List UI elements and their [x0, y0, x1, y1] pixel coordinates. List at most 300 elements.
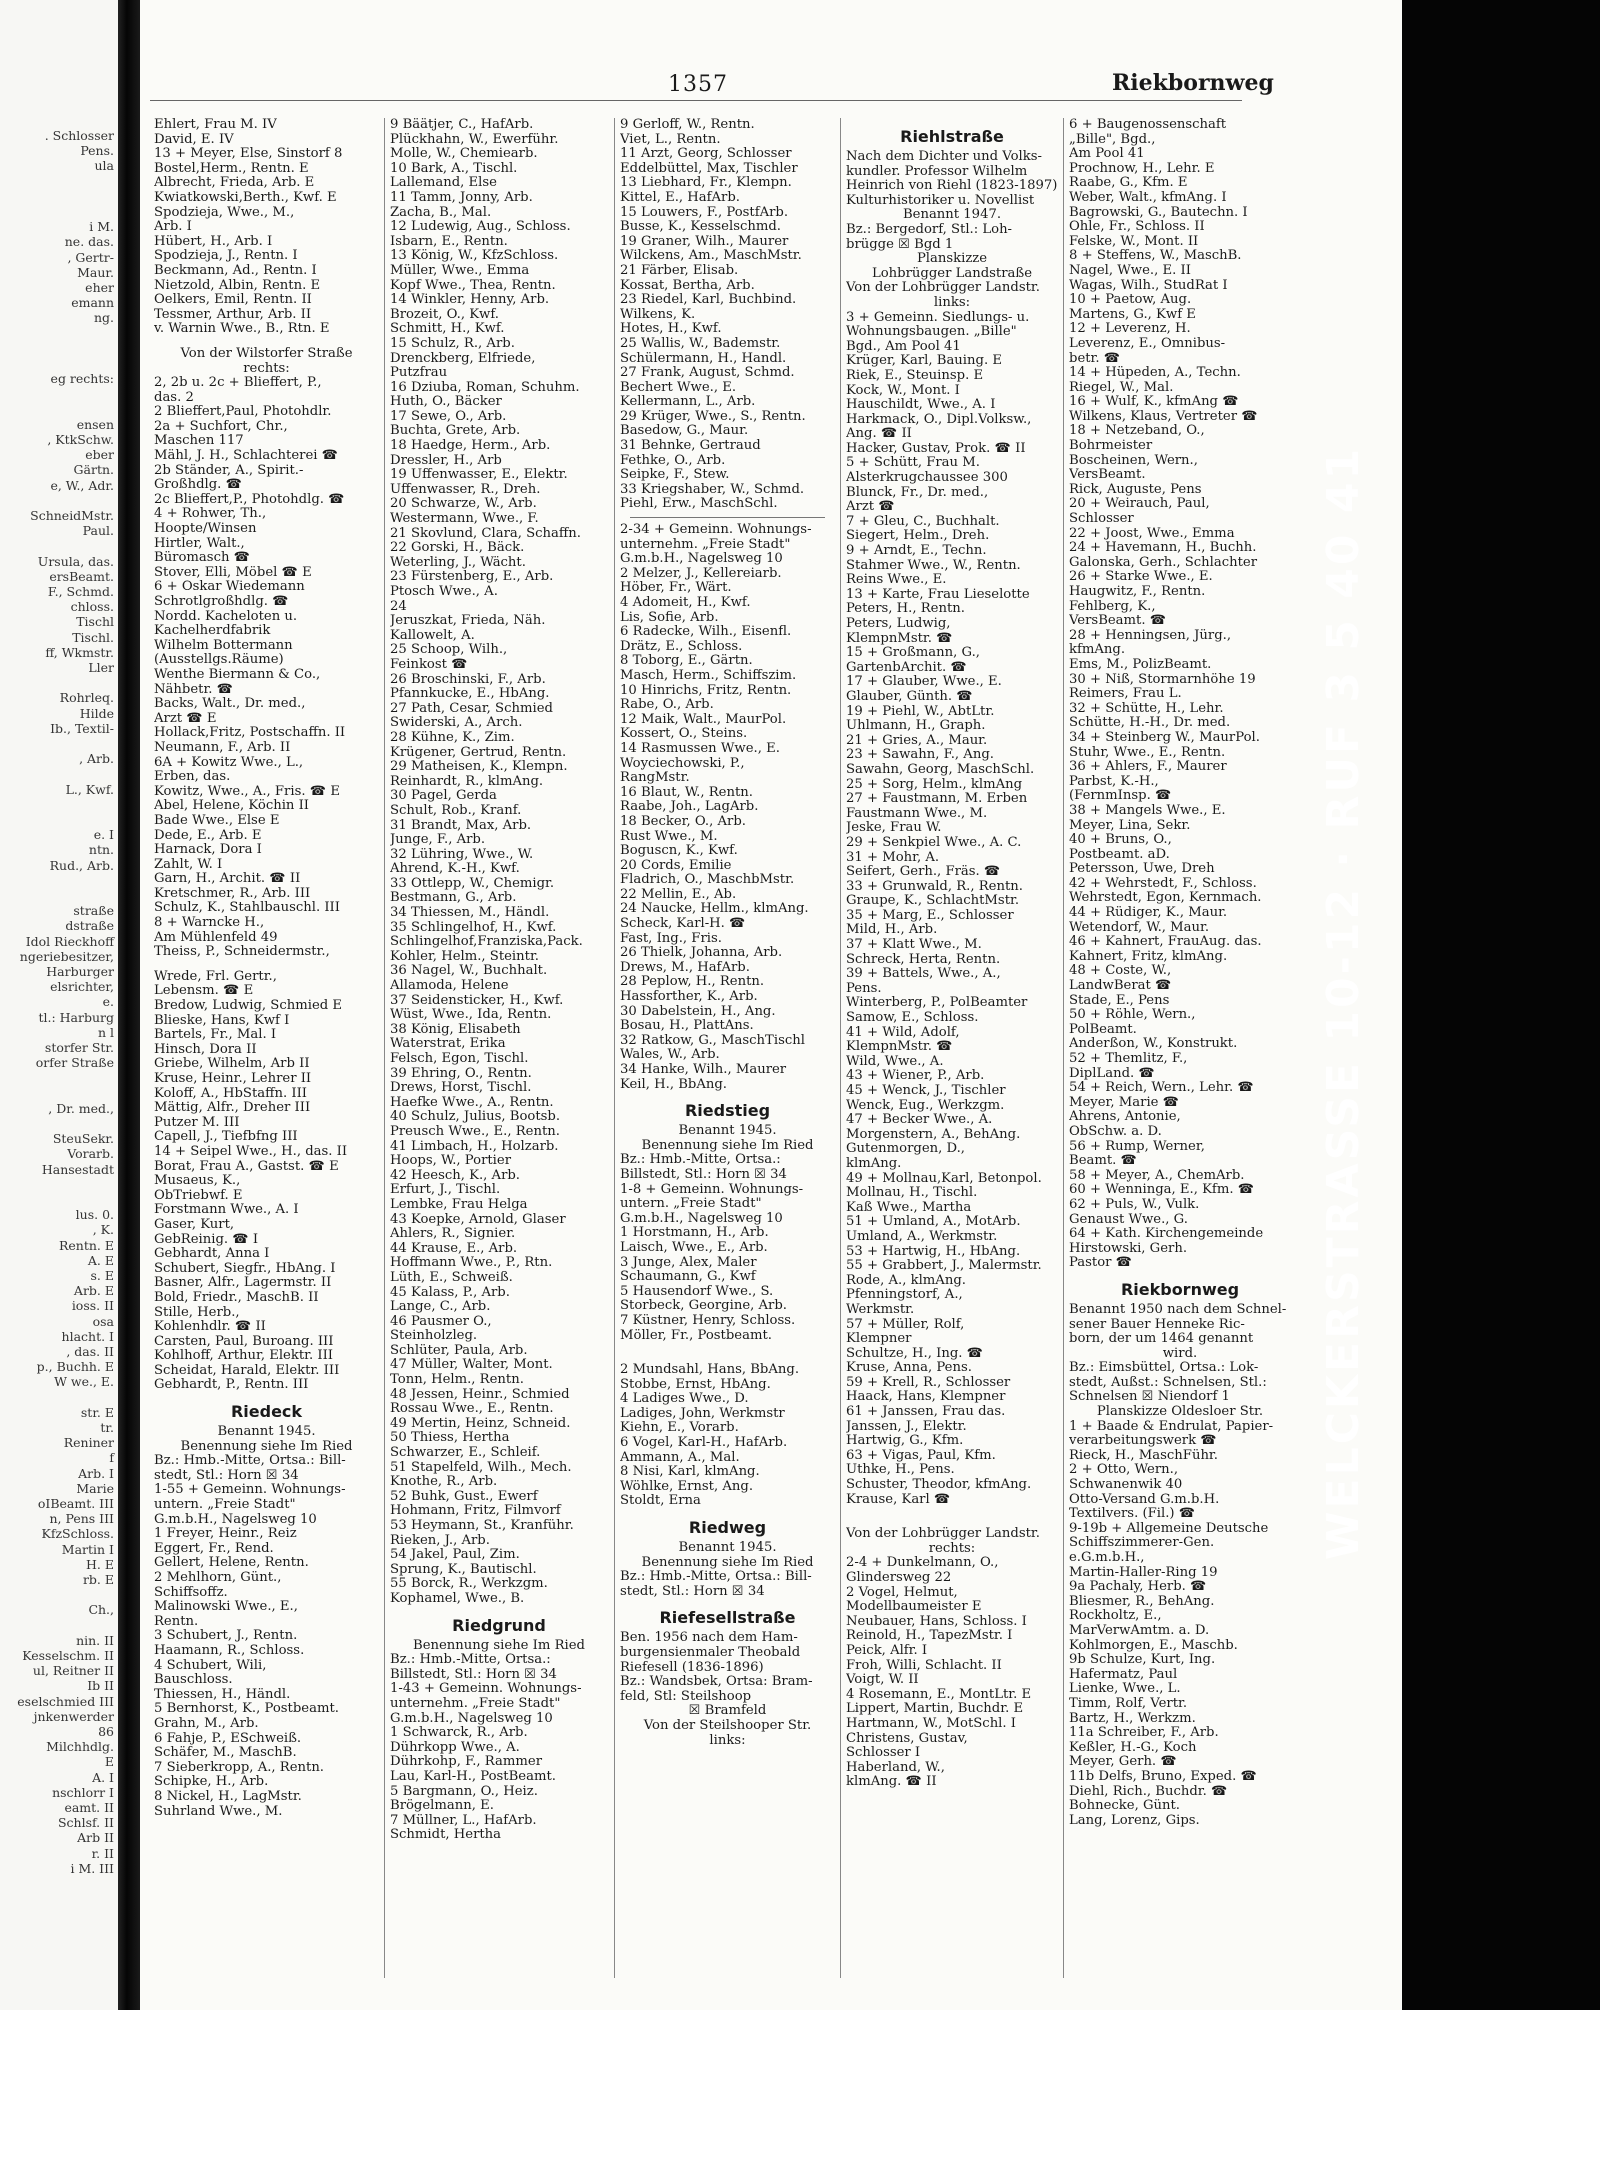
- directory-entry: Seipke, F., Stew.: [620, 468, 730, 483]
- directory-entry: 20 Schwarze, W., Arb.: [390, 497, 537, 512]
- directory-entry: Uffenwasser, R., Dreh.: [390, 482, 541, 497]
- directory-entry: Putzer M. III: [154, 1115, 240, 1130]
- directory-entry: 22 Gorski, H., Bäck.: [390, 541, 525, 556]
- directory-entry: Schmitt, H., Kwf.: [390, 322, 505, 337]
- directory-entry: Nagel, Wwe., E. II: [1069, 263, 1191, 278]
- directory-entry: Winterberg, P., PolBeamter: [846, 996, 1028, 1011]
- directory-entry: Parbst, K.-H.,: [1069, 774, 1159, 789]
- directory-entry: 14 Rasmussen Wwe., E.: [620, 741, 780, 756]
- adjacent-page-line: L., Kwf.: [65, 781, 114, 797]
- directory-entry: Martens, G., Kwf E: [1069, 307, 1196, 322]
- adjacent-page-line: Tischl: [76, 614, 114, 630]
- directory-entry: Wüst, Wwe., Ida, Rentn.: [390, 1008, 552, 1023]
- column-divider: [614, 118, 615, 1978]
- adjacent-page-line: Arb II: [77, 1830, 114, 1846]
- directory-entry: Uhlmann, H., Graph.: [846, 719, 986, 734]
- adjacent-page-line: Kesselschm. II: [22, 1648, 114, 1663]
- directory-entry: Weber, Walt., kfmAng. I: [1069, 190, 1227, 205]
- directory-entry: Meyer, Lina, Sekr.: [1069, 818, 1191, 833]
- directory-entry: 8 Nickel, H., LagMstr.: [154, 1789, 302, 1804]
- directory-entry: David, E. IV: [154, 132, 234, 147]
- directory-entry: Bechert Wwe., E.: [620, 380, 737, 395]
- directory-entry: 2c Blieffert,P., Photohdlg. ☎: [154, 492, 345, 507]
- directory-entry: 13 Liebhard, Fr., Klempn.: [620, 176, 792, 191]
- directory-entry: Hafermatz, Paul: [1069, 1667, 1178, 1682]
- directory-entry: Ehlert, Frau M. IV: [154, 118, 277, 132]
- directory-entry: 51 Stapelfeld, Wilh., Mech.: [390, 1460, 572, 1475]
- spacer: [620, 1343, 835, 1353]
- directory-entry: G.m.b.H., Nagelsweg 10: [390, 1711, 553, 1726]
- directory-entry: Graupe, K., SchlachtMstr.: [846, 894, 1020, 909]
- directory-entry: unternehm. „Freie Stadt": [620, 537, 791, 552]
- directory-entry: 11 Tamm, Jonny, Arb.: [390, 190, 533, 205]
- directory-entry: 10 Bark, A., Tischl.: [390, 161, 518, 176]
- adjacent-page-line: Ib II: [87, 1678, 114, 1694]
- directory-entry: Schwarzer, E., Schleif.: [390, 1446, 541, 1461]
- directory-entry: Malinowski Wwe., E.,: [154, 1600, 298, 1615]
- directory-entry: 30 + Niß, Stormarnhöhe 19: [1069, 672, 1256, 687]
- directory-entry: Boguscn, K., Kwf.: [620, 844, 738, 859]
- directory-entry: Reins Wwe., E.: [846, 573, 947, 588]
- directory-entry: Neubauer, Hans, Schloss. I: [846, 1614, 1027, 1629]
- directory-entry: 2 Mehlhorn, Günt.,: [154, 1571, 282, 1585]
- directory-entry: 29 Krüger, Wwe., S., Rentn.: [620, 409, 806, 424]
- directory-entry: stedt, Außst.: Schnelsen, Stl.:: [1069, 1375, 1267, 1390]
- directory-entry: Textilvers. (Fil.) ☎: [1069, 1507, 1196, 1522]
- directory-entry: wird.: [1162, 1346, 1198, 1361]
- directory-entry: Wöhlke, Ernst, Ang.: [620, 1479, 754, 1494]
- directory-entry: Hotes, H., Kwf.: [620, 322, 722, 337]
- directory-entry: Raabe, G., Kfm. E: [1069, 176, 1188, 191]
- directory-entry: 14 Winkler, Henny, Arb.: [390, 293, 550, 308]
- directory-entry: G.m.b.H., Nagelsweg 10: [154, 1512, 317, 1527]
- directory-entry: Fehlberg, K.,: [1069, 599, 1156, 614]
- directory-entry: Lippert, Martin, Buchdr. E: [846, 1702, 1024, 1717]
- directory-entry: Wetendorf, W., Maur.: [1069, 920, 1210, 935]
- directory-entry: Fast, Ing., Fris.: [620, 931, 722, 946]
- directory-entry: Keßler, H.-G., Koch: [1069, 1740, 1197, 1755]
- directory-entry: Benennung siehe Im Ried: [641, 1138, 814, 1153]
- directory-entry: Bz.: Eimsbüttel, Ortsa.: Lok-: [1069, 1361, 1259, 1376]
- directory-entry: 26 Broschinski, F., Arb.: [390, 672, 546, 687]
- directory-entry: 4 Schubert, Wili,: [154, 1658, 267, 1673]
- directory-entry: Ladiges, John, Werkmstr: [620, 1406, 785, 1421]
- directory-entry: Pens.: [846, 981, 882, 996]
- directory-entry: 9a Pachaly, Herb. ☎: [1069, 1580, 1207, 1595]
- directory-entry: 46 + Kahnert, FrauAug. das.: [1069, 935, 1262, 950]
- adjacent-page-line: i M. III: [70, 1860, 114, 1876]
- directory-entry: Bliesmer, R., BehAng.: [1069, 1594, 1215, 1609]
- directory-entry: Kohlmorgen, E., Maschb.: [1069, 1638, 1238, 1653]
- directory-entry: Spodzieja, J., Rentn. I: [154, 249, 298, 264]
- directory-entry: Hirstowski, Gerh.: [1069, 1241, 1188, 1256]
- directory-entry: 23 Fürstenberg, E., Arb.: [390, 570, 554, 585]
- directory-entry: Albrecht, Frieda, Arb. E: [154, 176, 315, 191]
- directory-entry: Ohle, Fr., Schloss. II: [1069, 220, 1205, 235]
- directory-entry: ObSchw. a. D.: [1069, 1124, 1162, 1139]
- directory-entry: 35 Schlingelhof, H., Kwf.: [390, 920, 557, 935]
- directory-entry: 19 Uffenwasser, E., Elektr.: [390, 468, 568, 483]
- directory-entry: 42 Heesch, K., Arb.: [390, 1168, 521, 1183]
- adjacent-page-line: ul, Reitner II: [32, 1663, 114, 1679]
- directory-entry: Stahmer Wwe., W., Rentn.: [846, 558, 1021, 573]
- directory-entry: 27 Path, Cesar, Schmied: [390, 701, 553, 716]
- directory-entry: 53 Heymann, St., Kranführ.: [390, 1519, 574, 1533]
- directory-entry: 14 + Hüpeden, A., Techn.: [1069, 366, 1241, 381]
- directory-entry: 50 + Röhle, Wern.,: [1069, 1008, 1196, 1023]
- directory-entry: 9 Bäätjer, C., HafArb.: [390, 118, 534, 132]
- adjacent-page-line: 86: [98, 1724, 114, 1739]
- directory-entry: Gebhardt, P., Rentn. III: [154, 1378, 309, 1393]
- adjacent-page-line: Schlsf. II: [57, 1815, 114, 1831]
- directory-entry: Erfurt, J., Tischl.: [390, 1183, 501, 1198]
- directory-entry: 28 Peplow, H., Rentn.: [620, 975, 765, 990]
- directory-entry: kundler. Professor Wilhelm: [846, 164, 1028, 179]
- directory-entry: 4 + Rohwer, Th.,: [154, 507, 267, 522]
- directory-entry: Weterling, J., Wächt.: [390, 555, 526, 570]
- directory-entry: 12 Maik, Walt., MaurPol.: [620, 712, 787, 727]
- directory-entry: Kallowelt, A.: [390, 628, 475, 643]
- directory-entry: Lüth, E., Schweiß.: [390, 1270, 513, 1285]
- directory-entry: Rockholtz, E.,: [1069, 1609, 1162, 1624]
- adjacent-page-line: emann: [71, 295, 114, 311]
- directory-entry: Prochnow, H., Lehr. E: [1069, 161, 1215, 176]
- column-4: [846, 118, 1058, 1988]
- directory-entry: Basner, Alfr., Lagermstr. II: [154, 1276, 332, 1291]
- directory-entry: 1 Horstmann, H., Arb.: [620, 1226, 769, 1241]
- directory-entry: 62 + Puls, W., Vulk.: [1069, 1197, 1200, 1212]
- directory-entry: Keil, H., BbAng.: [620, 1077, 727, 1092]
- directory-entry: Kulturhistoriker u. Novellist: [846, 193, 1035, 208]
- directory-entry: Ahrend, K.-H., Kwf.: [390, 862, 520, 877]
- directory-entry: Maschen 117: [154, 434, 244, 449]
- adjacent-page-line: , Dr. med.,: [48, 1100, 114, 1116]
- adjacent-page-line: Marie: [76, 1480, 114, 1496]
- directory-entry: Koloff, A., HbStaffn. III: [154, 1086, 307, 1101]
- adjacent-page-line: hlacht. I: [61, 1328, 114, 1344]
- directory-entry: Schwanenwik 40: [1069, 1478, 1183, 1493]
- directory-entry: Drenckberg, Elfriede,: [390, 351, 536, 366]
- directory-entry: 30 Dabelstein, H., Ang.: [620, 1004, 776, 1019]
- directory-entry: v. Warnin Wwe., B., Rtn. E: [154, 322, 330, 337]
- directory-entry: 1 + Baade & Endrulat, Papier-: [1069, 1419, 1274, 1434]
- adjacent-page-line: ntn.: [88, 842, 114, 858]
- directory-entry: Von der Wilstorfer Straße: [180, 346, 353, 361]
- directory-entry: Kossert, O., Steins.: [620, 727, 748, 742]
- directory-entry: Felske, W., Mont. II: [1069, 234, 1199, 249]
- directory-entry: Hirtler, Walt.,: [154, 536, 245, 551]
- adjacent-page-line: , das. II: [66, 1344, 114, 1359]
- directory-entry: Allamoda, Helene: [390, 979, 509, 994]
- directory-entry: Morgenstern, A., BehAng.: [846, 1127, 1021, 1142]
- directory-entry: 15 Schulz, R., Arb.: [390, 336, 515, 351]
- directory-entry: Anderßon, W., Konstrukt.: [1069, 1037, 1238, 1052]
- directory-entry: born, der um 1464 genannt: [1069, 1332, 1254, 1347]
- directory-entry: Planskizze: [916, 252, 988, 267]
- directory-entry: 25 Schoop, Wilh.,: [390, 643, 508, 658]
- directory-entry: Zahlt, W. I: [154, 857, 223, 872]
- adjacent-page-line: ng.: [93, 310, 114, 326]
- directory-entry: klmAng.: [846, 1156, 902, 1171]
- directory-entry: 9-19b + Allgemeine Deutsche: [1069, 1521, 1269, 1536]
- directory-entry: 28 Kühne, K., Zim.: [390, 730, 515, 745]
- directory-entry: Wohnungsbaugen. „Bille": [846, 325, 1017, 340]
- directory-entry: 34 + Steinberg W., MaurPol.: [1069, 730, 1260, 745]
- street-heading: Riedstieg: [684, 1101, 771, 1121]
- directory-entry: Lienke, Wwe., L.: [1069, 1682, 1181, 1697]
- directory-entry: Blieske, Hans, Kwf I: [154, 1013, 290, 1028]
- directory-entry: Schütte, H.-H., Dr. med.: [1069, 716, 1231, 731]
- directory-entry: Schäfer, M., MaschB.: [154, 1746, 297, 1761]
- directory-entry: 47 Müller, Walter, Mont.: [390, 1358, 553, 1373]
- directory-entry: 26 + Starke Wwe., E.: [1069, 570, 1213, 585]
- directory-entry: Bade Wwe., Else E: [154, 813, 280, 828]
- directory-entry: Wild, Wwe., A.: [846, 1054, 944, 1069]
- directory-entry: Schuster, Theodor, kfmAng.: [846, 1478, 1032, 1493]
- directory-entry: Leverenz, E., Omnibus-: [1069, 336, 1226, 351]
- directory-entry: 5 Bargmann, O., Heiz.: [390, 1784, 538, 1799]
- directory-entry: 49 + Mollnau,Karl, Betonpol.: [846, 1171, 1042, 1186]
- directory-entry: 6A + Kowitz Wwe., L.,: [154, 755, 304, 770]
- directory-entry: Suhrland Wwe., M.: [154, 1804, 283, 1819]
- directory-entry: 58 + Meyer, A., ChemArb.: [1069, 1168, 1245, 1183]
- directory-entry: Wehrstedt, Egon, Kernmach.: [1069, 891, 1262, 906]
- directory-entry: 8 Nisi, Karl, klmAng.: [620, 1465, 760, 1480]
- directory-entry: 21 + Gries, A., Maur.: [846, 733, 988, 748]
- directory-entry: Bohrmeister: [1069, 439, 1153, 454]
- spacer: [846, 1507, 1058, 1517]
- directory-entry: Lang, Lorenz, Gips.: [1069, 1813, 1200, 1828]
- directory-entry: 32 Ratkow, G., MaschTischl: [620, 1033, 805, 1048]
- adjacent-page-line: tr.: [100, 1420, 114, 1435]
- adjacent-page-line: ensen: [76, 416, 114, 432]
- directory-entry: Von der Lohbrügger Landstr.: [846, 281, 1040, 296]
- directory-entry: Kwiatkowski,Berth., Kwf. E: [154, 190, 337, 205]
- directory-entry: 2a + Suchfort, Chr.,: [154, 419, 288, 434]
- directory-entry: Bz.: Hmb.-Mitte, Ortsa.: Bill-: [154, 1454, 346, 1469]
- directory-entry: 23 + Sawahn, F., Ang.: [846, 748, 994, 763]
- directory-entry: 5 + Schütt, Frau M.: [846, 456, 980, 471]
- directory-entry: Stade, E., Pens: [1069, 993, 1170, 1008]
- directory-entry: Riefesell (1836-1896): [620, 1660, 764, 1675]
- directory-entry: Nordd. Kacheloten u.: [154, 609, 298, 624]
- directory-entry: Krügener, Gertrud, Rentn.: [390, 745, 567, 760]
- directory-entry: Brögelmann, E.: [390, 1799, 494, 1814]
- directory-entry: links:: [933, 295, 971, 310]
- directory-entry: Kock, W., Mont. I: [846, 383, 960, 398]
- adjacent-page-line: Rud., Arb.: [49, 857, 114, 873]
- directory-entry: 43 Koepke, Arnold, Glaser: [390, 1212, 566, 1227]
- directory-entry: Bohnecke, Günt.: [1069, 1799, 1180, 1814]
- directory-entry: Froh, Willi, Schlacht. II: [846, 1658, 1002, 1673]
- street-heading: Riedgrund: [452, 1615, 546, 1635]
- directory-entry: Postbeamt. aD.: [1069, 847, 1170, 862]
- adjacent-page-fragment: [0, 0, 118, 2010]
- directory-entry: 18 Becker, O., Arb.: [620, 814, 746, 829]
- directory-entry: Von der Steilshooper Str.: [643, 1718, 812, 1733]
- adjacent-page-line: Ch.,: [88, 1602, 114, 1618]
- directory-entry: 15 Louwers, F., PostfArb.: [620, 205, 789, 220]
- directory-entry: 31 + Mohr, A.: [846, 850, 940, 865]
- adjacent-page-line: ne. das.: [64, 234, 114, 250]
- directory-entry: Pfannkucke, E., HbAng.: [390, 687, 550, 702]
- directory-entry: Plückhahn, W., Ewerführ.: [390, 132, 559, 147]
- directory-entry: Hollack,Fritz, Postschaffn. II: [154, 726, 346, 741]
- directory-entry: Dührkohp, F., Rammer: [390, 1755, 542, 1770]
- adjacent-page-line: , Gertr-: [67, 249, 114, 265]
- adjacent-page-line: , KtkSchw.: [47, 432, 114, 447]
- directory-entry: Schnelsen ☒ Niendorf 1: [1069, 1390, 1230, 1405]
- directory-entry: Wagas, Wilh., StudRat I: [1069, 278, 1228, 293]
- directory-entry: 5 Bernhorst, K., Postbeamt.: [154, 1702, 339, 1717]
- directory-entry: 6 Fahje, P., ESchweiß.: [154, 1731, 302, 1746]
- directory-entry: Meyer, Marie ☎: [1069, 1095, 1180, 1110]
- adjacent-page-line: SteuSekr.: [52, 1131, 114, 1147]
- column-divider: [384, 118, 385, 1978]
- adjacent-page-line: osa: [92, 1313, 114, 1329]
- directory-entry: 41 Limbach, H., Holzarb.: [390, 1139, 559, 1154]
- directory-entry: Stover, Elli, Möbel ☎ E: [154, 565, 312, 580]
- directory-entry: Großhdlg. ☎: [154, 478, 242, 493]
- directory-entry: Kahnert, Fritz, klmAng.: [1069, 949, 1228, 964]
- directory-entry: Busse, K., Kesselschmd.: [620, 220, 781, 235]
- directory-entry: 48 + Coste, W.,: [1069, 964, 1172, 979]
- directory-entry: Schulz, K., Stahlbauschl. III: [154, 901, 340, 916]
- directory-entry: Drätz, E., Schloss.: [620, 639, 743, 654]
- running-head: Riekbornweg: [1112, 70, 1274, 96]
- directory-entry: Benannt 1950 nach dem Schnel-: [1069, 1302, 1287, 1317]
- directory-entry: 2-34 + Gemeinn. Wohnungs-: [620, 523, 812, 538]
- adjacent-page-line: eamt. II: [64, 1800, 114, 1815]
- directory-entry: 13 König, W., KfzSchloss.: [390, 249, 559, 264]
- directory-entry: Benennung siehe Im Ried: [180, 1439, 353, 1454]
- directory-entry: 34 Hanke, Wilh., Maurer: [620, 1063, 787, 1077]
- adjacent-page-line: Gärtn.: [73, 462, 114, 478]
- directory-entry: PolBeamt.: [1069, 1022, 1137, 1037]
- dark-page-edge: [1402, 0, 1600, 2010]
- directory-entry: 24: [390, 599, 407, 614]
- directory-entry: 2 Melzer, J., Kellereiarb.: [620, 566, 782, 581]
- directory-entry: 24 Naucke, Hellm., klmAng.: [620, 902, 809, 917]
- directory-entry: 8 + Warncke H.,: [154, 916, 265, 931]
- directory-entry: Peters, Ludwig,: [846, 617, 951, 631]
- directory-entry: Griebe, Wilhelm, Arb II: [154, 1057, 310, 1072]
- directory-entry: 31 Behnke, Gertraud: [620, 439, 761, 454]
- spacer: [154, 960, 379, 970]
- directory-entry: 55 Borck, R., Werkzgm.: [390, 1577, 548, 1592]
- adjacent-page-line: ioss. II: [71, 1298, 114, 1314]
- adjacent-page-line: orfer Straße: [35, 1055, 114, 1071]
- directory-entry: 29 Matheisen, K., Klempn.: [390, 760, 568, 775]
- directory-entry: Bosau, H., PlattAns.: [620, 1019, 754, 1034]
- directory-entry: Isbarn, E., Rentn.: [390, 234, 508, 249]
- directory-entry: kfmAng.: [1069, 643, 1126, 658]
- directory-entry: Am Mühlenfeld 49: [154, 930, 278, 945]
- directory-entry: Ems, M., PolizBeamt.: [1069, 657, 1212, 672]
- directory-entry: Kaß Wwe., Martha: [846, 1200, 972, 1215]
- directory-entry: 42 + Wehrstedt, F., Schloss.: [1069, 876, 1257, 891]
- directory-entry: Haberland, W.,: [846, 1760, 945, 1775]
- directory-entry: Ahlers, R., Signier.: [390, 1227, 516, 1242]
- directory-entry: Ahrens, Antonie,: [1069, 1110, 1181, 1125]
- directory-entry: 32 Lühring, Wwe., W.: [390, 847, 534, 862]
- directory-entry: Billstedt, Stl.: Horn ☒ 34: [390, 1667, 557, 1682]
- directory-entry: Benennung siehe Im Ried: [641, 1555, 814, 1570]
- directory-entry: Putzfrau: [390, 366, 448, 381]
- adjacent-page-line: s. E: [90, 1268, 114, 1283]
- directory-entry: Meyer, Gerh. ☎: [1069, 1755, 1177, 1770]
- directory-entry: Brozeit, O., Kwf.: [390, 307, 499, 322]
- directory-entry: 5 Hausendorf Wwe., S.: [620, 1284, 774, 1299]
- directory-entry: Beckmann, Ad., Rentn. I: [154, 263, 317, 278]
- header-rule: [150, 100, 1242, 101]
- directory-entry: Samow, E., Schloss.: [846, 1011, 979, 1026]
- directory-entry: Lis, Sofie, Arb.: [620, 610, 719, 625]
- directory-entry: 7 Müllner, L., HafArb.: [390, 1813, 537, 1828]
- directory-entry: Mähl, J. H., Schlachterei ☎: [154, 449, 339, 464]
- directory-entry: 22 + Joost, Wwe., Emma: [1069, 526, 1235, 541]
- directory-entry: Kellermann, L., Arb.: [620, 395, 756, 410]
- directory-entry: 20 Cords, Emilie: [620, 858, 732, 873]
- directory-entry: Wenthe Biermann & Co.,: [154, 667, 321, 682]
- directory-entry: Schülermann, H., Handl.: [620, 351, 787, 366]
- directory-entry: Hoffmann Wwe., P., Rtn.: [390, 1256, 553, 1271]
- directory-entry: 52 Buhk, Gust., Ewerf: [390, 1489, 538, 1504]
- directory-entry: Nach dem Dichter und Volks-: [846, 150, 1042, 164]
- adjacent-page-line: Rentn. E: [58, 1237, 114, 1253]
- directory-entry: Schultze, H., Ing. ☎: [846, 1346, 984, 1361]
- directory-entry: Christens, Gustav,: [846, 1731, 968, 1746]
- directory-entry: Heinrich von Riehl (1823-1897): [846, 179, 1058, 194]
- column-2: [390, 118, 608, 1988]
- adjacent-page-line: e, W., Adr.: [50, 477, 114, 493]
- directory-entry: 19 + Piehl, W., AbtLtr.: [846, 704, 995, 719]
- directory-entry: 57 + Müller, Rolf,: [846, 1317, 965, 1332]
- section-rule: [630, 517, 825, 518]
- directory-entry: Haugwitz, F., Rentn.: [1069, 585, 1206, 599]
- spacer: [846, 1517, 1058, 1527]
- adjacent-page-line: Reniner: [63, 1435, 114, 1451]
- directory-entry: 11a Schreiber, F., Arb.: [1069, 1726, 1219, 1741]
- directory-entry: Feinkost ☎: [390, 657, 468, 672]
- directory-entry: 38 + Mangels Wwe., E.: [1069, 803, 1226, 818]
- directory-entry: Buchta, Grete, Arb.: [390, 424, 521, 439]
- directory-entry: Schmidt, Hertha: [390, 1828, 502, 1843]
- directory-entry: Benannt 1945.: [678, 1124, 777, 1139]
- directory-entry: 6 + Baugenossenschaft: [1069, 118, 1227, 132]
- edge-stamp: WELCKERSTRASSE 10-12 · RUF 3 5 40 41: [1318, 445, 1369, 1560]
- directory-entry: 3 Schubert, J., Rentn.: [154, 1629, 298, 1644]
- directory-entry: Laisch, Wwe., E., Arb.: [620, 1240, 768, 1255]
- directory-entry: Harnack, Dora I: [154, 843, 262, 858]
- directory-entry: 3 + Gemeinn. Siedlungs- u.: [846, 310, 1030, 325]
- directory-entry: Beamt. ☎: [1069, 1154, 1137, 1169]
- directory-entry: Modellbaumeister E: [846, 1600, 982, 1615]
- directory-entry: Kretschmer, R., Arb. III: [154, 886, 311, 901]
- directory-entry: Bartels, Fr., Mal. I: [154, 1028, 277, 1043]
- adjacent-page-line: e. I: [93, 827, 114, 843]
- directory-entry: Reinhardt, R., klmAng.: [390, 774, 544, 789]
- directory-entry: Huth, O., Bäcker: [390, 395, 502, 410]
- directory-entry: Masch, Herm., Schiffszim.: [620, 668, 797, 683]
- directory-entry: 23 Riedel, Karl, Buchbind.: [620, 293, 797, 308]
- directory-entry: Bz.: Bergedorf, Stl.: Loh-: [846, 222, 1013, 237]
- directory-entry: Spodzieja, Wwe., M.,: [154, 205, 295, 220]
- adjacent-page-line: jnkenwerder: [33, 1708, 114, 1724]
- directory-entry: Bredow, Ludwig, Schmied E: [154, 999, 343, 1014]
- directory-entry: Westermann, Wwe., F.: [390, 512, 539, 527]
- directory-entry: Jeske, Frau W.: [846, 821, 942, 836]
